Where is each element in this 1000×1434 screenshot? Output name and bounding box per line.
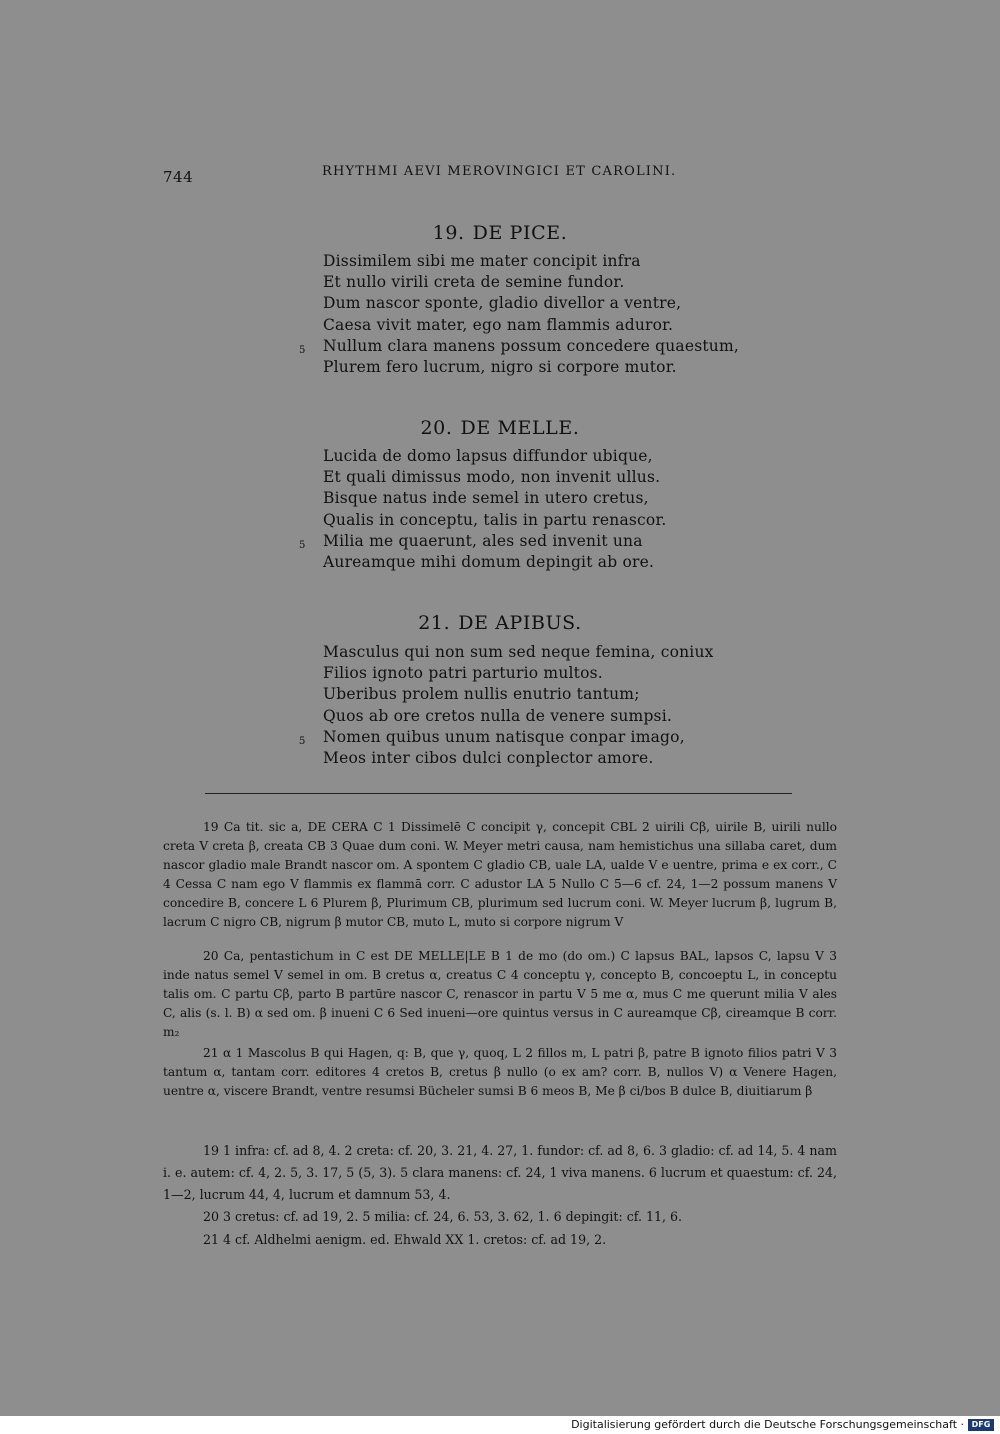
verse-line: Bisque natus inde semel in utero cretus, bbox=[323, 489, 649, 508]
poem-text bbox=[299, 446, 667, 573]
apparatus-20 bbox=[163, 947, 837, 1042]
apparatus-text: 19 Ca tit. sic a, DE CERA C 1 Dissimelē C concipit γ, concepit CBL 2 uirili Cβ, uirile B, uirili nullo creta V creta β, creata CB 3 Quae dum coni. W. Meyer metri causa, nam hemistichus una sillaba caret, dum nascor gladio male Brandt nascor om. A spontem C gladio CB, uale LA, ualde V e uentre, prima e ex corr., C 4 Cessa C nam ego V flammis ex flammā corr. C adustor LA 5 Nullo C 5—6 cf. 24, 1—2 possum manens V concedire B, concere L 6 Plurem β, Plurimum CB, plurimum sed lucrum coni. W. Meyer lucrum β, lugrum B, lacrum C nigro CB, nigrum β mutor CB, muto L, muto si corpore nigrum V bbox=[163, 820, 837, 929]
verse-line-5 bbox=[299, 727, 714, 748]
dfg-logo-icon[interactable]: DFG bbox=[968, 1419, 994, 1431]
verse-line-text: Nomen quibus unum natisque conpar imago, bbox=[323, 727, 685, 746]
verse-line: Uberibus prolem nullis enutrio tantum; bbox=[323, 685, 640, 704]
references-19 bbox=[163, 1140, 837, 1206]
page-number: 744 bbox=[163, 168, 194, 186]
reference-text: 19 1 infra: cf. ad 8, 4. 2 creta: cf. 20, 3. 21, 4. 27, 1. fundor: cf. ad 8, 6. 3 gladio: cf. ad 14, 5. 4 nam i. e. autem: cf. 4, 2. 5, 3. 17, 5 (5, 3). 5 clara manens: cf. 24, 1 viva manens. 6 lucrum et quaestum: cf. 24, 1—2, lucrum 44, 4, lucrum et damnum 53, 4. bbox=[163, 1143, 837, 1202]
verse-line-5 bbox=[299, 531, 666, 552]
verse-line: Caesa vivit mater, ego nam flammis aduror. bbox=[323, 315, 674, 334]
verse-line: Lucida de domo lapsus diffundor ubique, bbox=[323, 447, 653, 465]
verse-line: Dum nascor sponte, gladio divellor a ventre, bbox=[323, 294, 682, 313]
line-marker: 5 bbox=[299, 344, 306, 356]
poem-heading: DE PICE. bbox=[472, 222, 568, 244]
poem-number: 19. bbox=[432, 222, 465, 244]
running-head: RHYTHMI AEVI MEROVINGICI ET CAROLINI. bbox=[322, 164, 677, 179]
poem-number: 20. bbox=[420, 417, 453, 439]
verse-line: Quos ab ore cretos nulla de venere sumpsi. bbox=[323, 706, 672, 725]
verse-line: Et quali dimissus modo, non invenit ullus. bbox=[323, 468, 661, 487]
apparatus-21 bbox=[163, 1044, 837, 1101]
verse-line: Et nullo virili creta de semine fundor. bbox=[323, 273, 625, 292]
verse-line: Meos inter cibos dulci conplector amore. bbox=[323, 749, 654, 768]
poem-text bbox=[299, 642, 714, 769]
verse-line: Filios ignoto patri parturio multos. bbox=[323, 664, 603, 683]
poem-heading: DE MELLE. bbox=[460, 417, 580, 439]
verse-line: Aureamque mihi domum depingit ab ore. bbox=[323, 553, 655, 572]
references-21 bbox=[163, 1229, 837, 1251]
verse-line-5 bbox=[299, 336, 740, 357]
footnote-divider bbox=[205, 793, 792, 794]
funding-credit: Digitalisierung gefördert durch die Deutsche Forschungsgemeinschaft · bbox=[571, 1418, 964, 1431]
verse-line: Plurem fero lucrum, nigro si corpore mutor. bbox=[323, 358, 677, 377]
apparatus-text: 21 α 1 Mascolus B qui Hagen, q: B, que γ, quoq, L 2 fillos m, L patri β, patre B ignoto filios patri V 3 tantum α, tantam corr. editores 4 cretos B, cretus β nullo (o ex am? corr. B, nullos V) α Venere Hagen, uentre α, viscere Brandt, ventre resumsi Bücheler sumsi B 6 meos B, Me β ci/bos B dulce B, diuitiarum β bbox=[163, 1046, 837, 1098]
verse-line: Masculus qui non sum sed neque femina, coniux bbox=[323, 643, 714, 661]
line-marker: 5 bbox=[299, 735, 306, 747]
apparatus-19 bbox=[163, 818, 837, 931]
verse-line: Qualis in conceptu, talis in partu renascor. bbox=[323, 510, 667, 529]
apparatus-text: 20 Ca, pentastichum in C est DE MELLE|LE B 1 de mo (do om.) C lapsus BAL, lapsos C, lapsu V 3 inde natus semel V semel in om. B cretus α, creatus C 4 conceptu γ, concepto B, concoeptu L, in conceptu talis om. C partu Cβ, parto B partūre nascor C, renascor in partu V 5 me α, mus C me querunt milia V ales C, alis (s. l. B) α sed om. β inueni C 6 Sed inueni—ore quintus versus in C aureamque Cβ, cireamque B corr. m₂ bbox=[163, 949, 837, 1039]
line-marker: 5 bbox=[299, 539, 306, 551]
poem-text bbox=[299, 251, 740, 378]
poem-title bbox=[0, 417, 1000, 439]
verse-line: Dissimilem sibi me mater concipit infra bbox=[323, 252, 641, 270]
reference-text: 21 4 cf. Aldhelmi aenigm. ed. Ehwald XX 1. cretos: cf. ad 19, 2. bbox=[203, 1232, 607, 1247]
poem-number: 21. bbox=[418, 612, 451, 634]
footer-bar bbox=[0, 1416, 1000, 1434]
poem-title bbox=[0, 222, 1000, 244]
reference-text: 20 3 cretus: cf. ad 19, 2. 5 milia: cf. 24, 6. 53, 3. 62, 1. 6 depingit: cf. 11, 6. bbox=[203, 1209, 683, 1224]
poem-heading: DE APIBUS. bbox=[458, 612, 582, 634]
verse-line-text: Milia me quaerunt, ales sed invenit una bbox=[323, 531, 643, 550]
references-20 bbox=[163, 1206, 837, 1228]
poem-title bbox=[0, 612, 1000, 634]
verse-line-text: Nullum clara manens possum concedere quaestum, bbox=[323, 336, 740, 355]
